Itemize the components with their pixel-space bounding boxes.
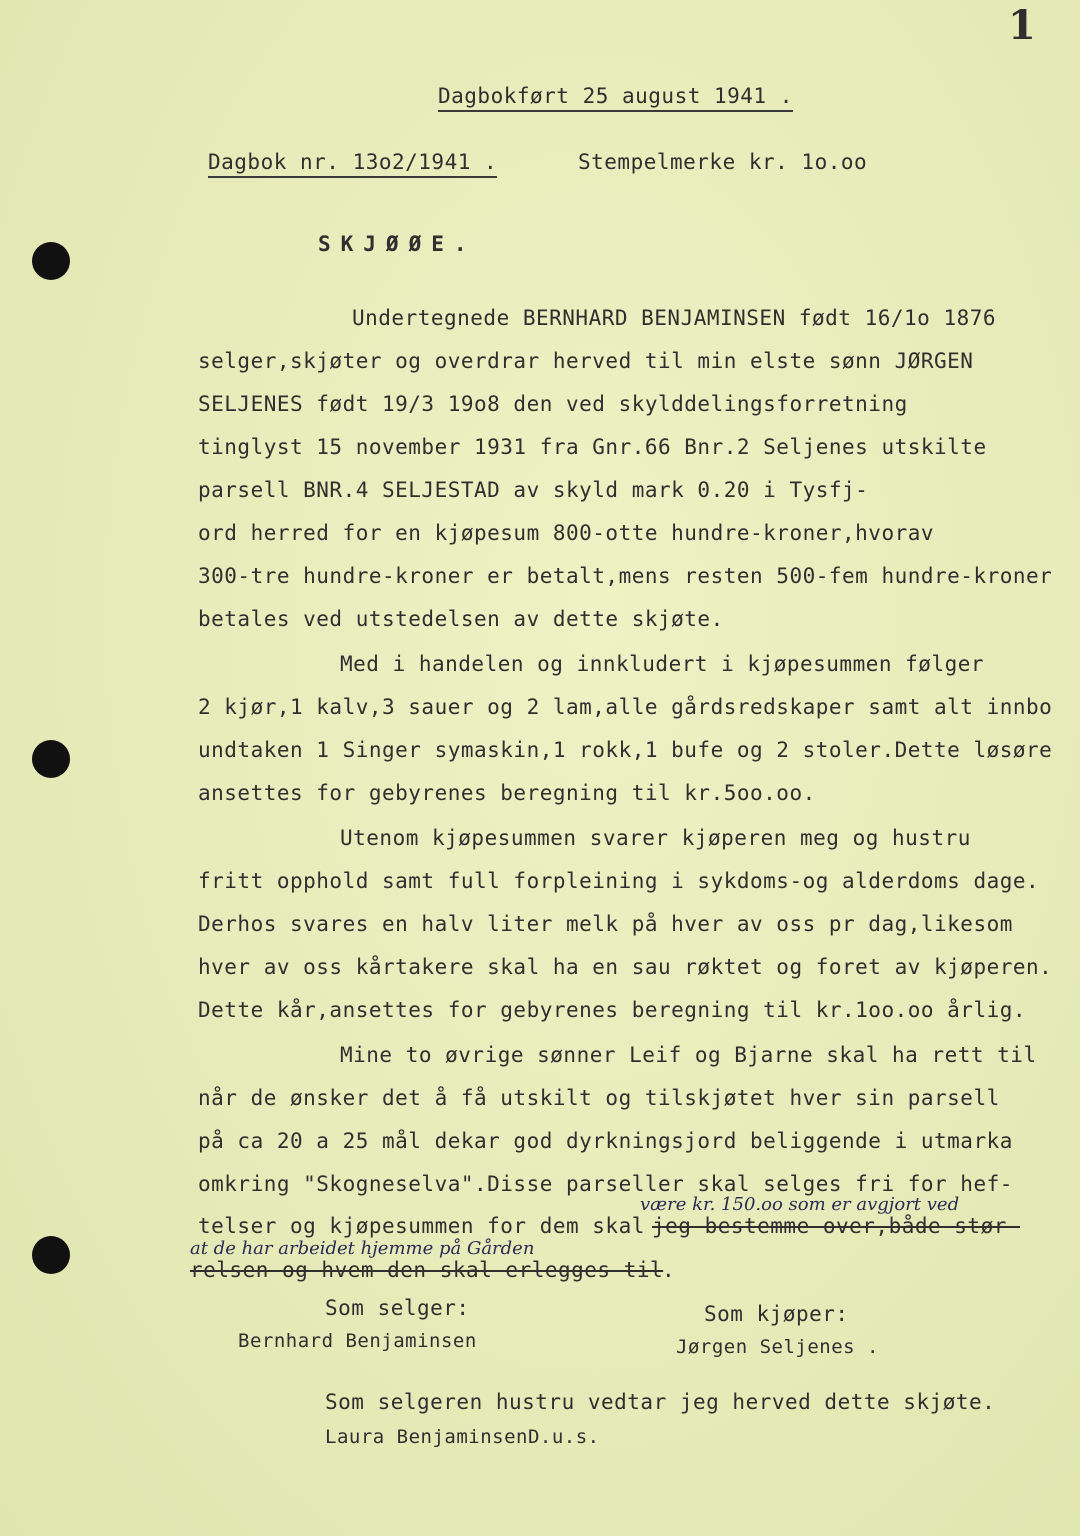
body-line: Utenom kjøpesummen svarer kjøperen meg og hustru <box>340 826 971 850</box>
sentence-end: . <box>662 1258 676 1282</box>
body-line: 300-tre hundre-kroner er betalt,mens resten 500-fem hundre-kroner <box>198 564 1053 588</box>
punch-hole <box>32 1236 70 1274</box>
punch-hole <box>32 740 70 778</box>
body-line: telser og kjøpesummen for dem skal <box>198 1214 645 1238</box>
punch-hole <box>32 242 70 280</box>
buyer-signature: Jørgen Seljenes . <box>676 1336 879 1358</box>
body-line: Med i handelen og innkludert i kjøpesummen følger <box>340 652 985 676</box>
page-number: 1 <box>1008 2 1036 49</box>
body-line: på ca 20 a 25 mål dekar god dyrkningsjord beliggende i utmarka <box>198 1129 1013 1153</box>
body-line: ord herred for en kjøpesum 800-otte hundre-kroner,hvorav <box>198 521 935 545</box>
body-line: ansettes for gebyrenes beregning til kr.5oo.oo. <box>198 781 816 805</box>
body-line: 2 kjør,1 kalv,3 sauer og 2 lam,alle gårdsredskaper samt alt innbo <box>198 695 1053 719</box>
stamp-value: Stempelmerke kr. 1o.oo <box>578 150 868 174</box>
body-line: parsell BNR.4 SELJESTAD av skyld mark 0.20 i Tysfj- <box>198 478 869 502</box>
body-line: betales ved utstedelsen av dette skjøte. <box>198 607 724 631</box>
registered-date: Dagbokført 25 august 1941 . <box>438 84 793 112</box>
struck-text: relsen og hvem den skal erlegges til <box>190 1258 664 1282</box>
body-line: undtaken 1 Singer symaskin,1 rokk,1 bufe og 2 stoler.Dette løsøre <box>198 738 1053 762</box>
spouse-consent: Som selgeren hustru vedtar jeg herved dette skjøte. <box>325 1390 996 1414</box>
document-title: SKJØØE. <box>318 232 477 256</box>
handwritten-insert-above: være kr. 150.oo som er avgjort ved <box>640 1194 960 1215</box>
body-line: Derhos svares en halv liter melk på hver av oss pr dag,likesom <box>198 912 1013 936</box>
struck-text: jeg bestemme over,både stør- <box>652 1214 1021 1238</box>
body-line: selger,skjøter og overdrar herved til min elste sønn JØRGEN <box>198 349 974 373</box>
body-line: hver av oss kårtakere skal ha en sau røktet og foret av kjøperen. <box>198 955 1053 979</box>
seller-signature: Bernhard Benjaminsen <box>238 1330 477 1352</box>
body-line: Undertegnede BERNHARD BENJAMINSEN født 16/1o 1876 <box>352 306 997 330</box>
body-line: fritt opphold samt full forpleining i sykdoms-og alderdoms dage. <box>198 869 1040 893</box>
spouse-signature: Laura BenjaminsenD.u.s. <box>325 1426 600 1448</box>
body-line: SELJENES født 19/3 19o8 den ved skylddelingsforretning <box>198 392 908 416</box>
seller-label: Som selger: <box>325 1296 470 1320</box>
body-line: Dette kår,ansettes for gebyrenes beregning til kr.1oo.oo årlig. <box>198 998 1027 1022</box>
handwritten-insert-below: at de har arbeidet hjemme på Gården <box>190 1238 535 1259</box>
body-line: når de ønsker det å få utskilt og tilskjøtet hver sin parsell <box>198 1086 1000 1110</box>
buyer-label: Som kjøper: <box>704 1302 849 1326</box>
diary-number: Dagbok nr. 13o2/1941 . <box>208 150 497 178</box>
body-line: omkring "Skogneselva".Disse parseller skal selges fri for hef- <box>198 1172 1013 1196</box>
body-line: Mine to øvrige sønner Leif og Bjarne skal ha rett til <box>340 1043 1037 1067</box>
body-line: tinglyst 15 november 1931 fra Gnr.66 Bnr.2 Seljenes utskilte <box>198 435 987 459</box>
